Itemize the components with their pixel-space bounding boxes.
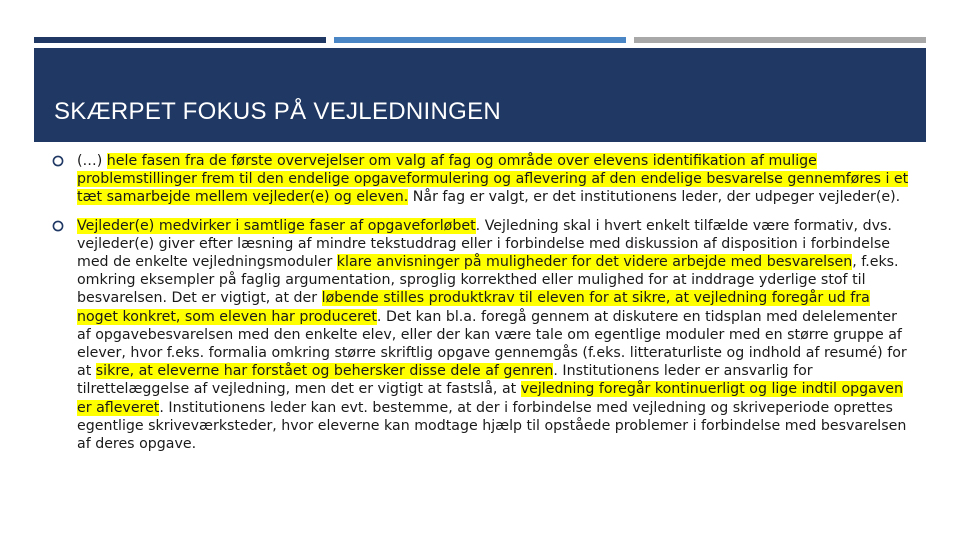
bullet-item-1: [52, 152, 914, 207]
text-segment: . Det kan bl.a. foregå gennem at diskutere en tidsplan med delelementer af opgavebesvarelsen med den enkelte elev, eller der kan være tale om egentlige moduler med en større gruppe af elever, hvor f.eks. formalia omkring større skriftlig opgave gennemgås (f.eks. litteraturliste og indhold af resumé) for at: [77, 308, 907, 380]
bullet-list: [52, 152, 914, 463]
bullet-text: [77, 153, 908, 205]
text-segment: (…): [77, 153, 107, 169]
accent-bar-dark-blue: [34, 37, 326, 43]
accent-bar-light-blue: [334, 37, 626, 43]
title-banner: [34, 48, 926, 142]
bullet-text: [77, 218, 907, 452]
text-segment: . Institutionens leder kan evt. bestemme, at der i forbindelse med vejledning og skriveperiode oprettes egentlige skriveværksteder, hvor eleverne kan modtage hjælp til opståede problemer i forbindelse med besvarelsen af deres opgave.: [77, 399, 907, 453]
circle-bullet-icon: [52, 220, 64, 232]
circle-bullet-icon: [52, 155, 64, 167]
accent-bar-gray: [634, 37, 926, 43]
slide-title: SKÆRPET FOKUS PÅ VEJLEDNINGEN: [54, 98, 502, 125]
text-segment: . Vejledning skal i hvert enkelt tilfælde være formativ, dvs. vejleder(e) giver efter læsning af mindre tekstuddrag eller i forbindelse med diskussion af disposition i forbindelse med de enkelte vejledningsmoduler: [77, 217, 892, 271]
highlighted-text: hele fasen fra de første overvejelser om valg af fag og område over elevens identifikation af mulige problemstillinger frem til den endelige opgaveformulering og aflevering af den endelige besvarelse gennemføres i et tæt samarbejde mellem vejleder(e) og eleven.: [77, 153, 909, 206]
highlighted-text: vejledning foregår kontinuerligt og lige indtil opgaven er afleveret: [77, 381, 903, 416]
bullet-item-2: [52, 217, 914, 454]
highlighted-text: sikre, at eleverne har forstået og behersker disse dele af genren: [95, 363, 554, 380]
text-segment: , f.eks. omkring eksempler på faglig argumentation, sproglig korrekthed eller mulighed for at inddrage yderlige stof til besvarelsen. Det er vigtigt, at der: [77, 254, 899, 307]
text-segment: Når fag er valgt, er det institutionens leder, der udpeger vejleder(e).: [408, 189, 901, 206]
highlighted-text: løbende stilles produktkrav til eleven for at sikre, at vejledning foregår ud fra noget konkret, som eleven har produceret: [77, 290, 870, 325]
highlighted-text: Vejleder(e) medvirker i samtlige faser af opgaveforløbet: [77, 217, 476, 234]
highlighted-text: klare anvisninger på muligheder for det videre arbejde med besvarelsen: [336, 254, 853, 271]
text-segment: . Institutionens leder er ansvarlig for tilrettelæggelse af vejledning, men det er vigtigt at fastslå, at: [77, 363, 813, 398]
